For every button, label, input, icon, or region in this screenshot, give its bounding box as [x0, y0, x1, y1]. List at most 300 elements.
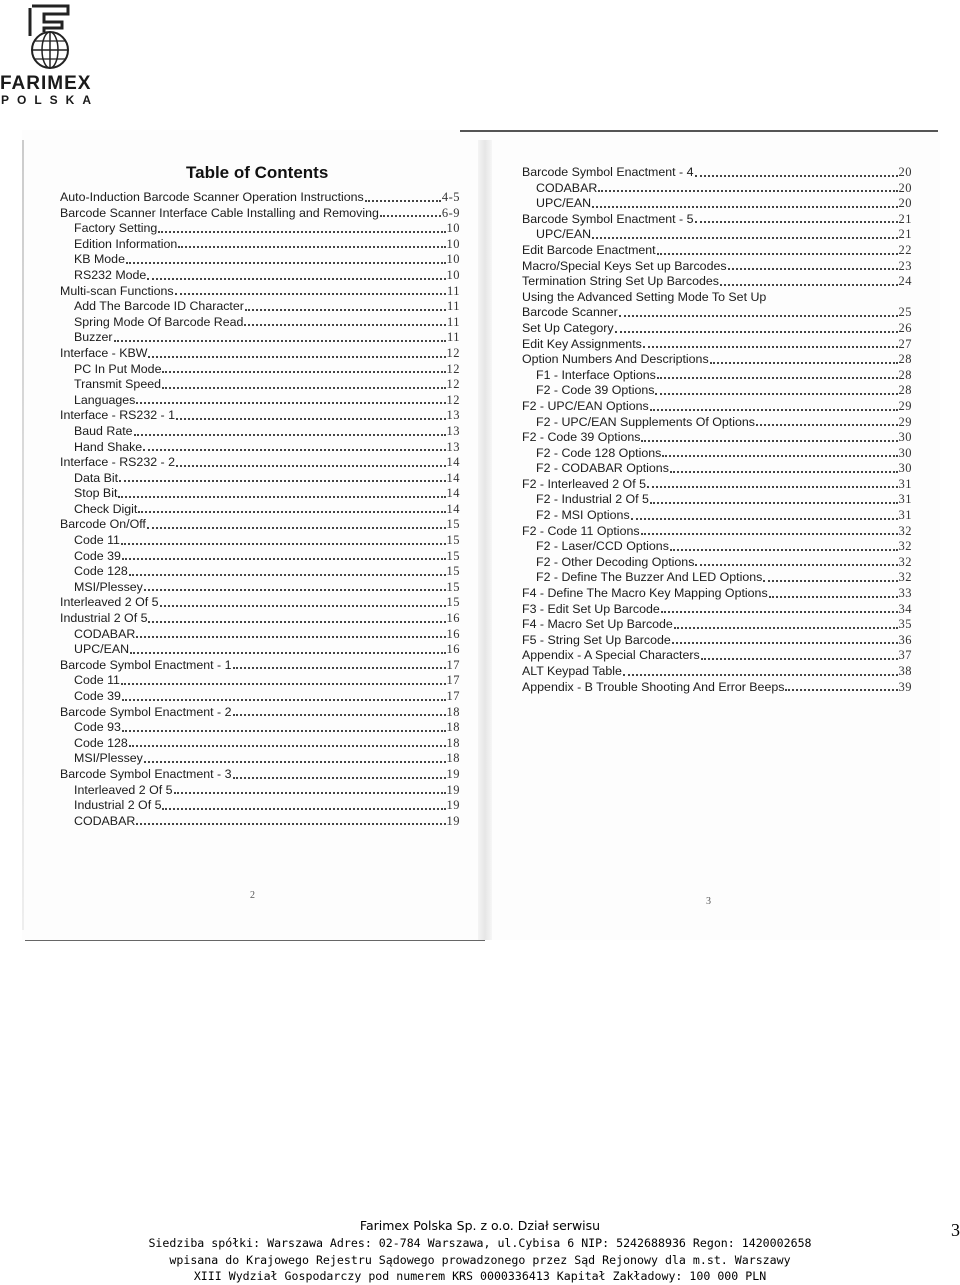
toc-entry-label: F2 - MSI Options — [536, 508, 630, 523]
toc-entry-page: 32 — [898, 523, 912, 538]
toc-entry-label: Interface - KBW — [60, 345, 148, 360]
farimex-logo — [0, 0, 110, 110]
toc-entry-label: Languages — [74, 392, 136, 407]
toc-entry-label: Multi-scan Functions — [60, 283, 174, 298]
toc-entry-label: Code 11 — [74, 533, 120, 548]
toc-leader-dots — [643, 336, 898, 348]
toc-entry-page: 17 — [446, 689, 460, 703]
toc-entry-page: 13 — [446, 408, 460, 423]
toc-leader-dots — [147, 517, 446, 529]
toc-entry-label: KB Mode — [74, 252, 125, 267]
toc-entry-label: Interleaved 2 Of 5 — [74, 782, 173, 797]
toc-entry-page: 11 — [446, 299, 460, 314]
toc-leader-dots — [148, 611, 445, 623]
toc-leader-dots — [119, 470, 445, 482]
toc-leader-dots — [136, 813, 445, 825]
toc-entry-label: F1 - Interface Options — [536, 367, 656, 382]
toc-leader-dots — [121, 673, 446, 685]
toc-entry — [60, 221, 460, 237]
toc-entry — [60, 611, 460, 627]
toc-entry-page: 11 — [446, 330, 460, 345]
toc-entry-label: Auto-Induction Barcode Scanner Operation Instructions — [60, 190, 364, 204]
toc-entry-label: UPC/EAN — [74, 642, 130, 657]
toc-leader-dots — [592, 227, 897, 239]
toc-entry — [522, 368, 912, 384]
toc-leader-dots — [144, 751, 446, 763]
toc-leader-dots — [176, 455, 445, 467]
toc-entry-page: 15 — [446, 579, 460, 594]
toc-entry — [60, 237, 460, 253]
toc-entry — [60, 673, 460, 689]
toc-entry — [522, 165, 912, 181]
toc-entry — [60, 627, 460, 643]
toc-entry — [522, 352, 912, 368]
toc-entry-label: Transmit Speed — [74, 377, 162, 392]
toc-leader-dots — [136, 626, 445, 638]
toc-leader-dots — [122, 689, 446, 701]
toc-leader-dots — [162, 798, 445, 810]
toc-entry-label: Interleaved 2 Of 5 — [60, 595, 159, 610]
toc-leader-dots — [650, 492, 898, 504]
toc-entry-label: Barcode Symbol Enactment - 5 — [522, 211, 694, 226]
toc-entry — [60, 502, 460, 518]
toc-entry — [60, 767, 460, 783]
toc-entry-page: 29 — [898, 398, 912, 413]
toc-title: Table of Contents — [186, 163, 329, 182]
toc-entry-page: 14 — [446, 455, 460, 470]
toc-leader-dots — [134, 424, 446, 436]
toc-entry — [522, 617, 912, 633]
toc-entry — [60, 330, 460, 346]
book-spine — [478, 140, 492, 940]
toc-leader-dots — [162, 361, 445, 373]
toc-entry — [60, 814, 460, 830]
toc-entry-page: 10 — [446, 252, 460, 267]
toc-entry — [522, 181, 912, 197]
toc-entry — [60, 455, 460, 471]
toc-entry — [60, 393, 460, 409]
toc-entry-page: 13 — [446, 423, 460, 438]
toc-entry — [60, 440, 460, 456]
toc-entry-label: Barcode Scanner — [522, 305, 618, 320]
toc-leader-dots — [728, 258, 898, 270]
toc-entry — [60, 268, 460, 284]
toc-entry-label: Data Bit — [74, 470, 119, 485]
toc-entry — [60, 533, 460, 549]
toc-entry — [60, 642, 460, 658]
toc-entry-label: F2 - Industrial 2 Of 5 — [536, 492, 649, 507]
toc-entry-label: F2 - Interleaved 2 Of 5 — [522, 476, 646, 491]
toc-entry — [522, 290, 912, 306]
toc-entry — [522, 430, 912, 446]
toc-entry-label: Buzzer — [74, 330, 113, 345]
toc-leader-dots — [647, 476, 898, 488]
toc-leader-dots — [674, 617, 898, 629]
toc-entry-label: Industrial 2 Of 5 — [60, 611, 148, 626]
toc-entry-page: 12 — [446, 377, 460, 392]
toc-entry-label: CODABAR — [536, 180, 598, 195]
toc-entry-page: 31 — [898, 476, 912, 491]
toc-entry — [522, 227, 912, 243]
toc-leader-dots — [695, 165, 898, 177]
toc-entry-page: 39 — [898, 679, 912, 694]
right-page-number: 3 — [706, 896, 711, 907]
toc-entry-label: F2 - Code 11 Options — [522, 523, 640, 538]
toc-entry — [522, 446, 912, 462]
toc-entry-page: 12 — [446, 361, 460, 376]
toc-leader-dots — [769, 586, 898, 598]
toc-entry-label: Appendix - A Special Characters — [522, 648, 700, 663]
toc-entry-label: F4 - Define The Macro Key Mapping Options — [522, 586, 768, 601]
toc-entry-page: 23 — [898, 258, 912, 273]
toc-entry-label: F4 - Macro Set Up Barcode — [522, 617, 673, 632]
toc-leader-dots — [233, 657, 446, 669]
toc-leader-dots — [175, 283, 446, 295]
toc-leader-dots — [661, 601, 898, 613]
toc-entry — [522, 399, 912, 415]
toc-entry-label: F2 - CODABAR Options — [536, 461, 669, 476]
toc-leader-dots — [641, 430, 897, 442]
toc-entry-page: 28 — [898, 352, 912, 367]
toc-entry-label: CODABAR — [74, 626, 136, 641]
toc-entry-page: 32 — [898, 554, 912, 569]
page-edge-top — [460, 130, 938, 132]
footer-capital: XIII Wydział Gospodarczy pod numerem KRS 0000336413 Kapitał Zakładowy: 100 000 PLN — [193, 1269, 767, 1283]
toc-entry-label: Stop Bit — [74, 486, 118, 501]
toc-entry-label: Termination String Set Up Barcodes — [522, 274, 719, 289]
toc-entry-page: 30 — [898, 461, 912, 476]
toc-entry-page: 10 — [446, 236, 460, 251]
toc-entry — [522, 648, 912, 664]
brand-subtitle: POLSKA — [1, 93, 100, 107]
toc-entry — [60, 580, 460, 596]
toc-leader-dots — [143, 439, 445, 451]
toc-leader-dots — [670, 539, 898, 551]
toc-leader-dots — [695, 211, 898, 223]
toc-leader-dots — [763, 570, 897, 582]
toc-entry — [522, 212, 912, 228]
toc-entry — [60, 517, 460, 533]
toc-entry-page: 17 — [446, 657, 460, 672]
toc-entry — [60, 190, 460, 206]
toc-entry-page: 16 — [446, 626, 460, 641]
toc-entry — [522, 461, 912, 477]
toc-entry — [522, 321, 912, 337]
toc-entry-label: Add The Barcode ID Character — [74, 299, 244, 314]
toc-entry-label: F2 - Code 39 Options — [522, 430, 641, 445]
toc-leader-dots — [598, 180, 897, 192]
toc-entry-page: 10 — [446, 221, 460, 236]
toc-leader-dots — [244, 314, 446, 326]
toc-entry-label: Code 93 — [74, 720, 121, 735]
toc-entry-page: 20 — [898, 165, 912, 179]
toc-entry-label: Industrial 2 Of 5 — [74, 798, 162, 813]
toc-leader-dots — [136, 392, 445, 404]
toc-entry-page: 22 — [898, 242, 912, 257]
toc-entry-label: F2 - UPC/EAN Options — [522, 398, 649, 413]
toc-entry — [60, 486, 460, 502]
toc-entry-page: 13 — [446, 439, 460, 454]
toc-entry-page: 26 — [898, 320, 912, 335]
toc-entry-label: Baud Rate — [74, 423, 133, 438]
toc-leader-dots — [233, 767, 446, 779]
toc-leader-dots — [365, 190, 441, 202]
toc-entry — [522, 539, 912, 555]
toc-entry — [522, 555, 912, 571]
toc-leader-dots — [641, 523, 898, 535]
toc-entry-page: 12 — [446, 345, 460, 360]
toc-entry-label: Barcode On/Off — [60, 517, 146, 532]
toc-leader-dots — [121, 533, 446, 545]
toc-leader-dots — [756, 414, 898, 426]
toc-entry — [522, 680, 912, 696]
toc-entry — [60, 377, 460, 393]
toc-entry-page: 18 — [446, 735, 460, 750]
toc-entry — [60, 471, 460, 487]
brand-name: FARIMEX — [0, 73, 92, 94]
toc-entry-label: Option Numbers And Descriptions — [522, 352, 709, 367]
toc-entry-page: 16 — [446, 642, 460, 657]
toc-leader-dots — [245, 299, 446, 311]
toc-entry-page: 15 — [446, 548, 460, 563]
toc-entry-page: 35 — [898, 617, 912, 632]
toc-leader-dots — [176, 408, 445, 420]
toc-entry-page: 21 — [898, 227, 912, 242]
toc-entry-page: 19 — [446, 782, 460, 797]
toc-entry-page: 15 — [446, 517, 460, 532]
toc-entry-page: 14 — [446, 501, 460, 516]
toc-entry — [60, 564, 460, 580]
toc-entry — [60, 424, 460, 440]
toc-leader-dots — [695, 554, 897, 566]
toc-entry — [60, 252, 460, 268]
toc-entry — [60, 783, 460, 799]
toc-leader-dots — [615, 321, 898, 333]
toc-entry — [522, 508, 912, 524]
toc-entry-page: 29 — [898, 414, 912, 429]
toc-leader-dots — [655, 383, 897, 395]
toc-entry — [522, 196, 912, 212]
toc-entry-label: Edition Information — [74, 236, 178, 251]
toc-entry-page: 30 — [898, 430, 912, 445]
toc-entry-page: 19 — [446, 798, 460, 813]
toc-entry — [60, 751, 460, 767]
toc-entry-page: 11 — [446, 314, 460, 329]
toc-entry-page: 14 — [446, 486, 460, 501]
toc-leader-dots — [174, 782, 446, 794]
toc-entry-page: 31 — [898, 492, 912, 507]
toc-leader-dots — [623, 664, 898, 676]
toc-entry — [60, 549, 460, 565]
toc-entry-label: Hand Shake — [74, 439, 143, 454]
toc-entry — [60, 206, 460, 222]
toc-entry-page: 14 — [446, 470, 460, 485]
toc-entry — [522, 243, 912, 259]
toc-entry — [60, 362, 460, 378]
toc-entry — [60, 720, 460, 736]
toc-entry — [522, 383, 912, 399]
toc-entry — [60, 595, 460, 611]
toc-entry-label: Code 128 — [74, 735, 128, 750]
toc-entry-page: 30 — [898, 445, 912, 460]
toc-leader-dots — [158, 221, 445, 233]
toc-entry — [60, 299, 460, 315]
toc-entry-label: CODABAR — [74, 813, 136, 828]
toc-entry-page: 27 — [898, 336, 912, 351]
toc-entry — [60, 346, 460, 362]
left-page-number: 2 — [250, 890, 255, 901]
toc-entry-label: F2 - UPC/EAN Supplements Of Options — [536, 414, 755, 429]
toc-leader-dots — [233, 704, 446, 716]
toc-entry-label: Code 11 — [74, 673, 120, 688]
toc-entry — [60, 689, 460, 705]
toc-leader-dots — [650, 399, 898, 411]
toc-entry-label: MSI/Plessey — [74, 579, 143, 594]
toc-leader-dots — [619, 305, 898, 317]
toc-entry-page: 20 — [898, 196, 912, 211]
document-page-number: 3 — [951, 1220, 960, 1240]
toc-entry-page: 33 — [898, 586, 912, 601]
toc-leader-dots — [701, 648, 898, 660]
toc-entry-label: Code 39 — [74, 689, 121, 703]
toc-entry-label: Appendix - B Trouble Shooting And Error Beeps — [522, 679, 785, 694]
toc-entry-page: 38 — [898, 664, 912, 678]
toc-leader-dots — [118, 486, 445, 498]
toc-leader-dots — [162, 377, 445, 389]
toc-entry — [522, 305, 912, 321]
toc-entry-page: 20 — [898, 180, 912, 195]
toc-entry — [60, 658, 460, 674]
toc-entry-label: Barcode Symbol Enactment - 1 — [60, 657, 232, 672]
toc-entry-page: 28 — [898, 383, 912, 398]
toc-entry-label: UPC/EAN — [536, 196, 592, 211]
toc-entry — [522, 664, 912, 680]
toc-entry — [522, 524, 912, 540]
toc-entry — [60, 408, 460, 424]
toc-entry-page: 34 — [898, 601, 912, 616]
toc-entry — [60, 798, 460, 814]
toc-entry-label: Barcode Symbol Enactment - 4 — [522, 165, 694, 179]
toc-entry-label: RS232 Mode — [74, 267, 147, 282]
footer-address: Siedziba spółki: Warszawa Adres: 02-784 Warszawa, ul.Cybisa 6 NIP: 5242688936 Regon: 1420002658 — [148, 1236, 812, 1250]
toc-leader-dots — [720, 274, 898, 286]
toc-entry-page: 6-9 — [441, 205, 460, 220]
toc-entry-page: 18 — [446, 720, 460, 735]
toc-entry-page: 18 — [446, 704, 460, 719]
toc-entry-label: ALT Keypad Table — [522, 664, 622, 678]
toc-entry-page: 11 — [446, 283, 460, 298]
toc-entry-label: PC In Put Mode — [74, 361, 162, 376]
toc-entry-page: 31 — [898, 508, 912, 523]
toc-leader-dots — [662, 445, 897, 457]
toc-entry-page: 10 — [446, 267, 460, 282]
toc-leader-dots — [138, 501, 445, 513]
toc-leader-dots — [122, 720, 446, 732]
toc-leader-dots — [160, 595, 446, 607]
toc-entry-page: 15 — [446, 564, 460, 579]
toc-entry-label: Barcode Symbol Enactment - 3 — [60, 766, 232, 781]
toc-entry-label: Edit Barcode Enactment — [522, 242, 656, 257]
toc-leader-dots — [592, 196, 897, 208]
toc-entry-label: F2 - Code 39 Options — [536, 383, 655, 398]
footer-registry: wpisana do Krajowego Rejestru Sądowego prowadzonego przez Sąd Rejonowy dla m.st. Warszawy — [169, 1253, 791, 1267]
toc-entry-label: Barcode Scanner Interface Cable Installing and Removing — [60, 205, 379, 220]
toc-entry-page: 16 — [446, 611, 460, 626]
toc-entry-page: 19 — [446, 766, 460, 781]
toc-entry-label: Using the Advanced Setting Mode To Set Up — [522, 289, 767, 304]
toc-entry-label: Macro/Special Keys Set up Barcodes — [522, 258, 727, 273]
toc-entry — [522, 633, 912, 649]
toc-entry-label: F2 - Laser/CCD Options — [536, 539, 669, 554]
toc-leader-dots — [670, 461, 898, 473]
toc-leader-dots — [710, 352, 898, 364]
toc-entry — [522, 492, 912, 508]
toc-leader-dots — [380, 205, 441, 217]
toc-entry-page: 17 — [446, 673, 460, 688]
toc-leader-dots — [657, 367, 898, 379]
toc-entry-label: F2 - Code 128 Options — [536, 445, 662, 460]
toc-entry-label: Barcode Symbol Enactment - 2 — [60, 704, 232, 719]
toc-entry-label: Interface - RS232 - 1 — [60, 408, 176, 423]
toc-entry-label: F5 - String Set Up Barcode — [522, 632, 671, 647]
toc-entry — [522, 259, 912, 275]
toc-entry-label: Code 128 — [74, 564, 128, 579]
toc-entry-label: Interface - RS232 - 2 — [60, 455, 176, 470]
toc-entry-label: UPC/EAN — [536, 227, 592, 242]
toc-entry-label: F2 - Define The Buzzer And LED Options — [536, 570, 763, 585]
toc-leader-dots — [147, 268, 445, 280]
toc-entry-label: MSI/Plessey — [74, 751, 143, 766]
toc-entry-label: F2 - Other Decoding Options — [536, 554, 695, 569]
toc-entry-page: 21 — [898, 211, 912, 226]
toc-leader-dots — [122, 548, 446, 560]
toc-leader-dots — [129, 735, 446, 747]
toc-entry — [522, 602, 912, 618]
toc-leader-dots — [144, 579, 446, 591]
toc-entry-label: F3 - Edit Set Up Barcode — [522, 601, 660, 616]
toc-entry-label: Check Digit — [74, 501, 138, 516]
toc-entry — [522, 570, 912, 586]
toc-entry-label: Code 39 — [74, 548, 121, 563]
toc-entry-page: 4-5 — [441, 190, 460, 204]
toc-entry-page: 18 — [446, 751, 460, 766]
toc-leader-dots — [130, 642, 445, 654]
toc-leader-dots — [126, 252, 446, 264]
footer-company: Farimex Polska Sp. z o.o. Dział serwisu — [359, 1218, 601, 1233]
toc-entry — [60, 736, 460, 752]
toc-entry — [522, 274, 912, 290]
toc-entry-label: Spring Mode Of Barcode Read — [74, 314, 244, 329]
toc-entry — [522, 337, 912, 353]
toc-leader-dots — [114, 330, 446, 342]
toc-leader-dots — [148, 346, 445, 358]
page-edge-bottom — [25, 940, 485, 941]
toc-leader-dots — [631, 508, 898, 520]
toc-entry-page: 12 — [446, 392, 460, 407]
toc-leader-dots — [129, 564, 446, 576]
toc-entry-page: 25 — [898, 305, 912, 320]
toc-entry — [522, 415, 912, 431]
toc-entry-label: Factory Setting — [74, 221, 158, 236]
toc-entry-page: 36 — [898, 632, 912, 647]
toc-entry — [522, 477, 912, 493]
toc-entry-page: 37 — [898, 648, 912, 663]
toc-leader-dots — [178, 236, 445, 248]
toc-leader-dots — [657, 243, 898, 255]
toc-left-column — [60, 190, 460, 829]
toc-entry — [60, 315, 460, 331]
toc-right-column — [522, 165, 912, 695]
